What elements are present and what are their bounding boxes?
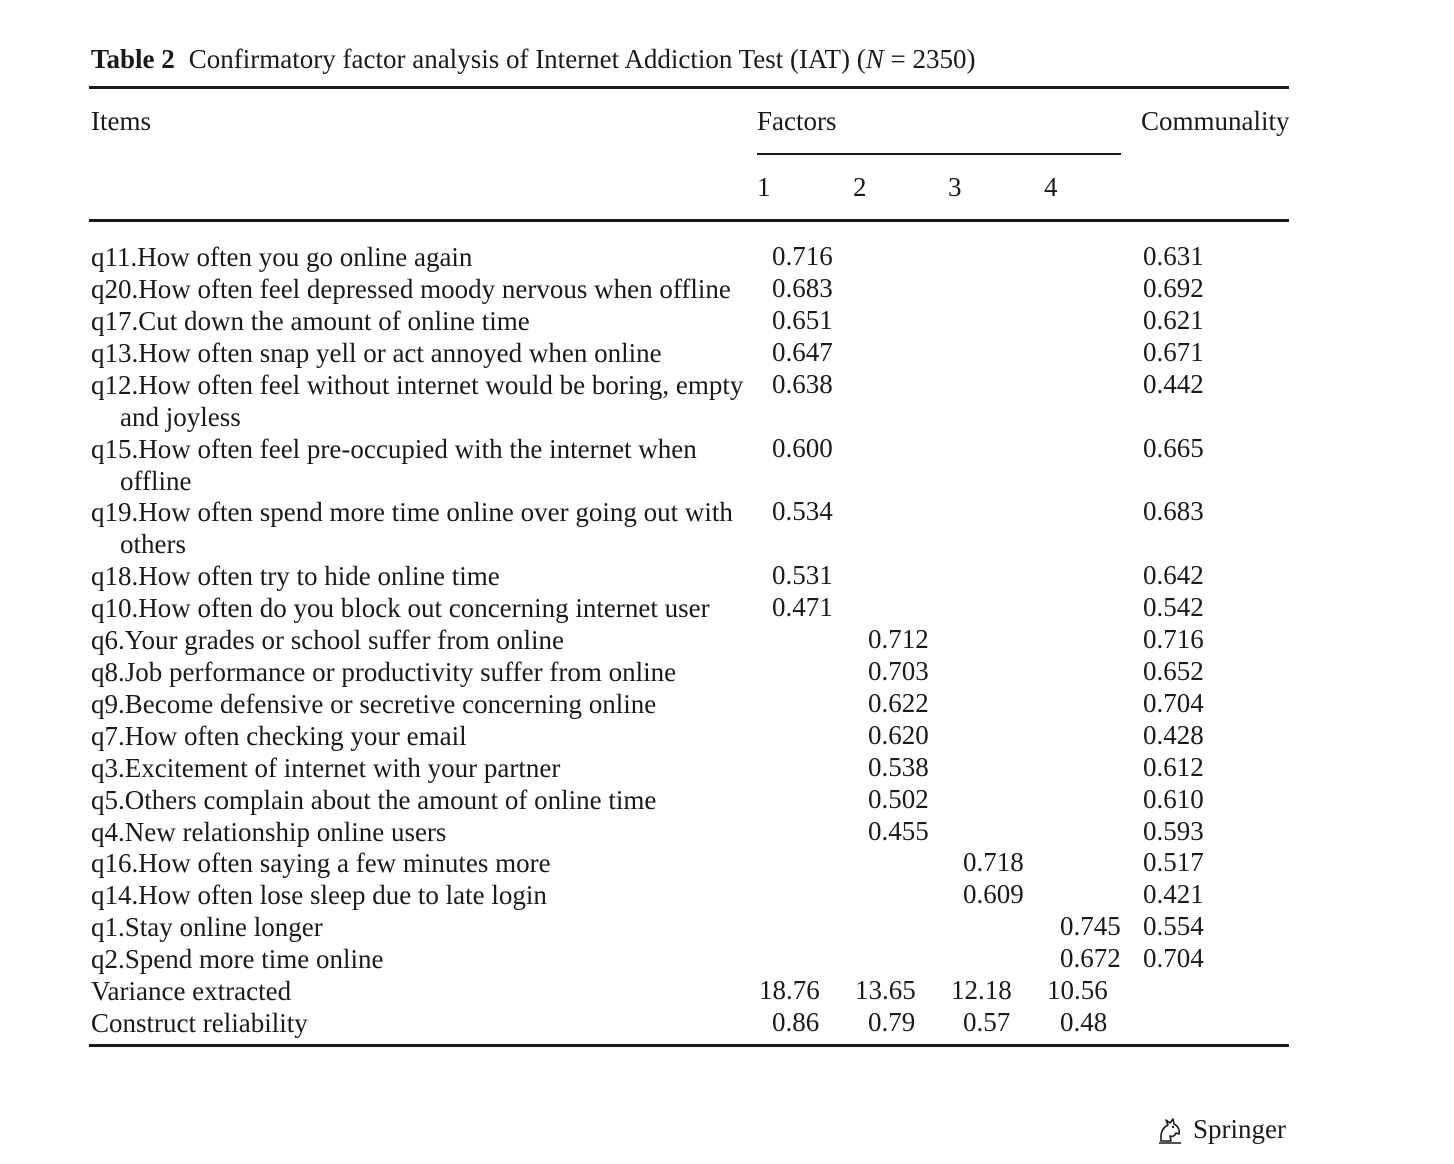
item-label: q18.How often try to hide online time: [91, 561, 500, 591]
factor-1-loading: 0.638: [772, 369, 833, 399]
factor-1-loading: 0.600: [772, 433, 833, 463]
table-label: Table 2: [91, 44, 175, 74]
factor-4-loading: 0.745: [1060, 911, 1121, 941]
communality-value: 0.621: [1143, 305, 1204, 335]
header-rule: [89, 219, 1289, 222]
communality-value: 0.704: [1143, 688, 1204, 718]
item-label: q19.How often spend more time online over going out with others: [91, 497, 733, 559]
sample-size-symbol: N: [865, 44, 884, 74]
factor-1-loading: 0.534: [772, 496, 833, 526]
variance-extracted-label: Variance extracted: [91, 976, 292, 1006]
factor-2-loading: 0.712: [868, 624, 929, 654]
communality-value: 0.683: [1143, 496, 1204, 526]
item-label: q3.Excitement of internet with your partner: [91, 753, 561, 783]
communality-value: 0.716: [1143, 624, 1204, 654]
communality-value: 0.652: [1143, 656, 1204, 686]
communality-value: 0.421: [1143, 879, 1204, 909]
communality-value: 0.517: [1143, 847, 1204, 877]
factors-rule: [757, 153, 1121, 155]
item-label: q20.How often feel depressed moody nervous when offline: [91, 274, 731, 304]
factors-header: Factors: [757, 106, 837, 136]
communality-value: 0.665: [1143, 433, 1204, 463]
sample-size-value: = 2350): [883, 44, 976, 74]
factor-number-4: 4: [1044, 172, 1058, 202]
springer-horse-icon: [1155, 1115, 1185, 1145]
item-label: q17.Cut down the amount of online time: [91, 306, 530, 336]
item-label: q2.Spend more time online: [91, 944, 384, 974]
construct-reliability-label: Construct reliability: [91, 1008, 308, 1038]
communality-value: 0.631: [1143, 241, 1204, 271]
factor-1-loading: 0.531: [772, 560, 833, 590]
factor-number-1: 1: [757, 172, 771, 202]
table-caption: [91, 44, 975, 75]
item-label: q15.How often feel pre-occupied with the internet when offline: [91, 434, 697, 496]
item-label: q10.How often do you block out concerning internet user: [91, 593, 710, 623]
factor-2-loading: 0.455: [868, 816, 929, 846]
communality-value: 0.610: [1143, 784, 1204, 814]
reliability-factor-1: 0.86: [772, 1007, 820, 1037]
communality-value: 0.692: [1143, 273, 1204, 303]
item-label: q16.How often saying a few minutes more: [91, 848, 551, 878]
factor-number-3: 3: [948, 172, 962, 202]
communality-header: Communality: [1141, 106, 1290, 136]
publisher-mark: [1155, 1114, 1286, 1145]
item-label: q1.Stay online longer: [91, 912, 323, 942]
variance-factor-1: 18.76: [759, 975, 820, 1005]
item-label: q4.New relationship online users: [91, 817, 447, 847]
item-label: q8.Job performance or productivity suffer from online: [91, 657, 677, 687]
factor-1-loading: 0.683: [772, 273, 833, 303]
items-header: Items: [91, 106, 151, 136]
publisher-name: Springer: [1193, 1114, 1286, 1144]
reliability-factor-2: 0.79: [868, 1007, 916, 1037]
communality-value: 0.428: [1143, 720, 1204, 750]
reliability-factor-4: 0.48: [1060, 1007, 1108, 1037]
communality-value: 0.593: [1143, 816, 1204, 846]
communality-value: 0.612: [1143, 752, 1204, 782]
communality-value: 0.554: [1143, 911, 1204, 941]
factor-3-loading: 0.718: [963, 847, 1024, 877]
factor-2-loading: 0.620: [868, 720, 929, 750]
factor-2-loading: 0.502: [868, 784, 929, 814]
item-label: q7.How often checking your email: [91, 721, 467, 751]
factor-1-loading: 0.716: [772, 241, 833, 271]
variance-factor-2: 13.65: [855, 975, 916, 1005]
factor-4-loading: 0.672: [1060, 943, 1121, 973]
item-label: q9.Become defensive or secretive concerning online: [91, 689, 657, 719]
item-label: q5.Others complain about the amount of online time: [91, 785, 657, 815]
communality-value: 0.671: [1143, 337, 1204, 367]
item-label: q12.How often feel without internet would be boring, empty and joyless: [91, 370, 744, 432]
item-label: q13.How often snap yell or act annoyed when online: [91, 338, 662, 368]
communality-value: 0.442: [1143, 369, 1204, 399]
bottom-rule: [89, 1044, 1289, 1047]
variance-factor-3: 12.18: [951, 975, 1012, 1005]
communality-value: 0.642: [1143, 560, 1204, 590]
communality-value: 0.542: [1143, 592, 1204, 622]
factor-2-loading: 0.703: [868, 656, 929, 686]
communality-value: 0.704: [1143, 943, 1204, 973]
item-label: q6.Your grades or school suffer from online: [91, 625, 564, 655]
factor-3-loading: 0.609: [963, 879, 1024, 909]
top-rule: [89, 86, 1289, 89]
item-label: q11.How often you go online again: [91, 242, 473, 272]
factor-1-loading: 0.471: [772, 592, 833, 622]
item-label: q14.How often lose sleep due to late login: [91, 880, 547, 910]
factor-2-loading: 0.622: [868, 688, 929, 718]
reliability-factor-3: 0.57: [963, 1007, 1011, 1037]
table-title: Confirmatory factor analysis of Internet Addiction Test (IAT) (: [188, 44, 866, 74]
factor-1-loading: 0.651: [772, 305, 833, 335]
factor-2-loading: 0.538: [868, 752, 929, 782]
variance-factor-4: 10.56: [1047, 975, 1108, 1005]
factor-number-2: 2: [853, 172, 867, 202]
factor-1-loading: 0.647: [772, 337, 833, 367]
